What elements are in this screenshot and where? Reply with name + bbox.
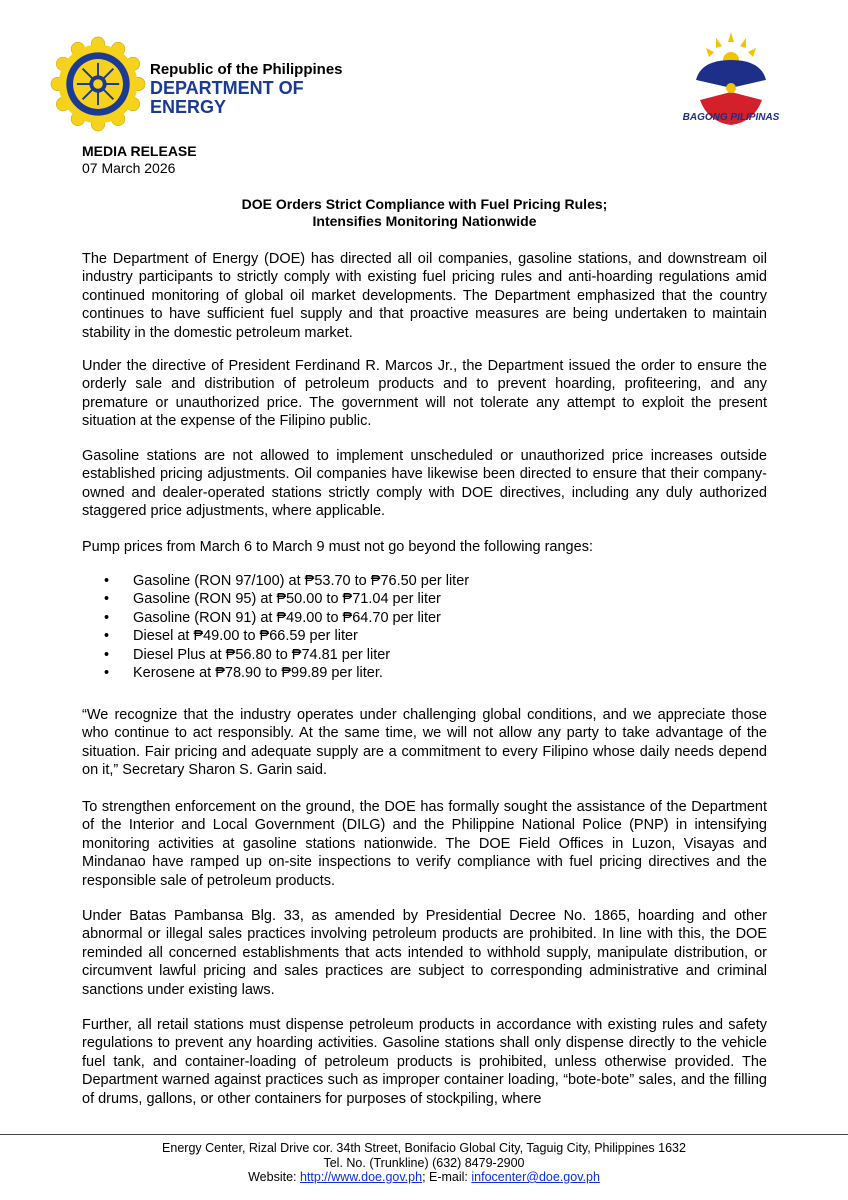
footer-tel: Tel. No. (Trunkline) (632) 8479-2900: [323, 1155, 525, 1170]
paragraph-2: Under the directive of President Ferdinand R. Marcos Jr., the Department issued the order to ensure the orderly sale and distribution of petroleum products and to prevent hoarding, profiteering, and any premature or unauthorized price. The government will not tolerate any attempt to exploit the present situation at the expense of the Filipino public.: [82, 358, 767, 430]
footer-divider: [0, 1134, 848, 1135]
price-range-text: Diesel at ₱49.00 to ₱66.59 per liter: [133, 628, 358, 645]
bullet-icon: •: [104, 573, 110, 589]
department-name-line2: ENERGY: [150, 97, 227, 117]
release-date: 07 March 2026: [82, 160, 176, 176]
price-range-list: [82, 572, 767, 682]
paragraph-1: The Department of Energy (DOE) has directed all oil companies, gasoline stations, and downstream oil industry participants to strictly comply with existing fuel pricing rules and anti-hoarding regulations amid continued monitoring of global oil market developments. The Department emphasized that the country continues to have sufficient fuel supply and that proactive measures are being undertaken to maintain stability in the domestic petroleum market.: [82, 251, 767, 341]
release-type: MEDIA RELEASE: [82, 143, 197, 159]
price-range-text: Diesel Plus at ₱56.80 to ₱74.81 per liter: [133, 646, 391, 663]
footer-contact: [0, 1170, 848, 1185]
list-item: [82, 572, 767, 590]
title-line-1: DOE Orders Strict Compliance with Fuel Pricing Rules;: [241, 196, 608, 212]
paragraph-7: Under Batas Pambansa Blg. 33, as amended by Presidential Decree No. 1865, hoarding and other abnormal or illegal sales practices involving petroleum products are prohibited. In line with this, the DOE reminded all concerned establishments that acts intended to withhold supply, manipulate distribution, or circumvent lawful pricing and sales practices are subject to corresponding administrative and criminal sanctions under existing laws.: [82, 908, 767, 998]
quote-paragraph: “We recognize that the industry operates under challenging global conditions, and we appreciate those who continue to act responsibly. At the same time, we will not allow any party to take advantage of the situation. Fair pricing and adequate supply are a commitment to every Filipino whose daily needs depend on it,” Secretary Sharon S. Garin said.: [82, 707, 767, 779]
list-item: [82, 590, 767, 608]
paragraph-4: Pump prices from March 6 to March 9 must not go beyond the following ranges:: [82, 539, 593, 555]
title-line-2: Intensifies Monitoring Nationwide: [312, 213, 537, 229]
bullet-icon: •: [104, 591, 110, 608]
department-name-line1: DEPARTMENT OF: [150, 78, 304, 98]
agency-header: [150, 60, 343, 117]
paragraph-6: To strengthen enforcement on the ground, the DOE has formally sought the assistance of the Department of the Interior and Local Government (DILG) and the Philippine National Police (PNP) in intensifying monitoring activities at gasoline stations nationwide. The DOE Field Offices in Luzon, Visayas and Mindanao have ramped up on-site inspections to verify compliance with fuel pricing directives and the responsible sale of petroleum products.: [82, 799, 767, 889]
bullet-icon: •: [104, 628, 110, 645]
list-item: [82, 646, 767, 664]
bullet-icon: •: [104, 609, 110, 626]
paragraph-3: Gasoline stations are not allowed to implement unscheduled or unauthorized price increases outside established pricing adjustments. Oil companies have likewise been directed to ensure that their company-owned and dealer-operated stations strictly comply with DOE directives, including any duly authorized staggered price adjustments, where applicable.: [82, 448, 767, 520]
price-range-text: Kerosene at ₱78.90 to ₱99.89 per liter.: [133, 665, 383, 682]
list-item: [82, 627, 767, 645]
list-item: [82, 609, 767, 627]
bagong-pilipinas-label: BAGONG PILIPINAS: [682, 112, 780, 123]
bullet-icon: •: [104, 646, 110, 663]
footer-address: Energy Center, Rizal Drive cor. 34th Street, Bonifacio Global City, Taguig City, Philippines 1632: [162, 1141, 686, 1155]
email-link[interactable]: infocenter@doe.gov.ph: [471, 1170, 600, 1184]
footer: [0, 1141, 848, 1185]
release-info: [82, 143, 197, 177]
email-label: ; E-mail:: [422, 1170, 468, 1184]
price-range-text: Gasoline (RON 95) at ₱50.00 to ₱71.04 per liter: [133, 591, 441, 608]
price-range-text: Gasoline (RON 97/100) at ₱53.70 to ₱76.50 per liter: [133, 573, 470, 589]
doe-seal-logo: [50, 36, 146, 132]
website-link[interactable]: http://www.doe.gov.ph: [299, 1170, 423, 1184]
republic-label: Republic of the Philippines: [150, 61, 343, 78]
list-item: [82, 664, 767, 682]
paragraph-8: Further, all retail stations must dispense petroleum products in accordance with existing rules and safety regulations to prevent any hoarding activities. Gasoline stations shall only dispense directly to the vehicle fuel tank, and container-loading of petroleum products is prohibited, unless otherwise provided. The Department warned against practices such as improper container loading, “bote-bote” sales, and the filling of drums, gallons, or other containers for purposes of stockpiling, where: [82, 1017, 767, 1107]
price-range-text: Gasoline (RON 91) at ₱49.00 to ₱64.70 per liter: [133, 609, 441, 626]
bullet-icon: •: [104, 665, 110, 682]
website-label: Website:: [248, 1170, 297, 1184]
press-release-title: [82, 196, 767, 230]
